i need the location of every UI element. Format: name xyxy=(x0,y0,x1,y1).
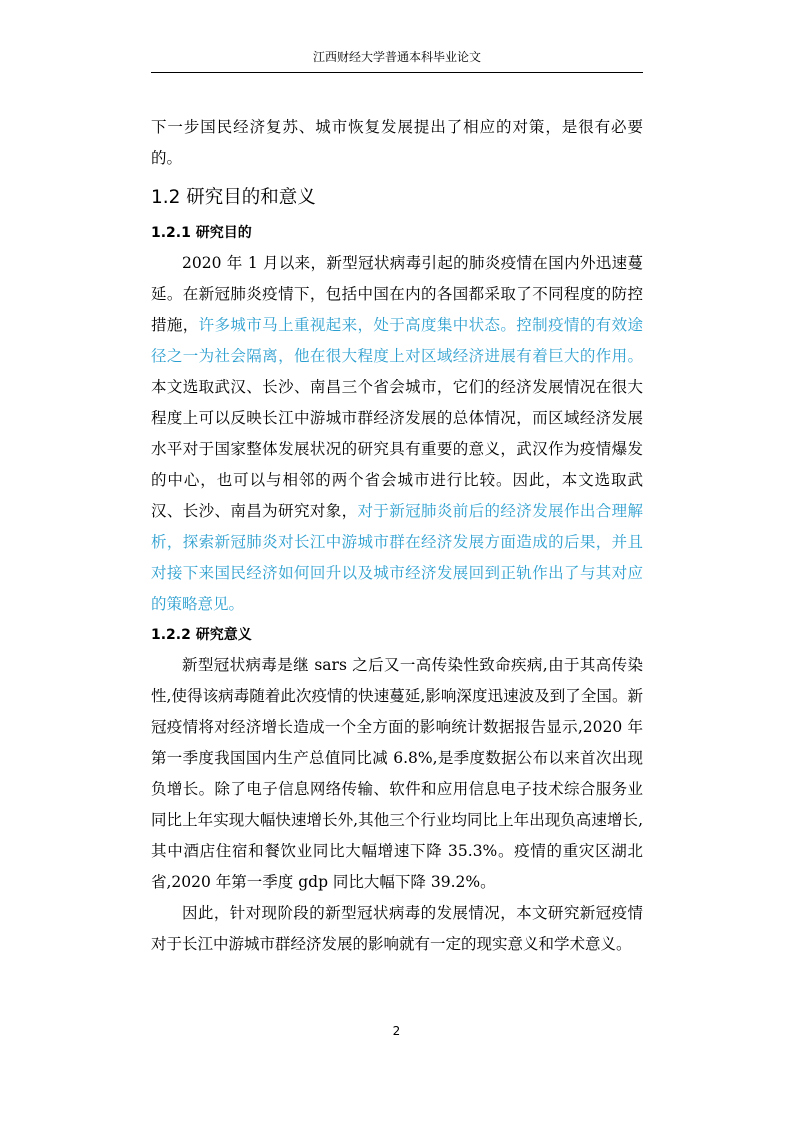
continuation-paragraph: 下一步国民经济复苏、城市恢复发展提出了相应的对策，是很有必要的。 xyxy=(151,118,643,167)
subsection-heading-purpose: 1.2.1 研究目的 xyxy=(151,225,252,241)
purpose-paragraph xyxy=(151,248,643,620)
purpose-text-b: 本文选取武汉、长沙、南昌三个省会城市，它们的经济发展情况在很大程度上可以反映长江中游城市群经济发展的总体情况，而区域经济发展水平对于国家整体发展状况的研究具有重要的意义，武汉作为疫情爆发的中心，也可以与相邻的两个省会城市进行比较。因此，本文选取武汉、长沙、南昌为研究对象， xyxy=(151,378,643,520)
purpose-highlight-1: 许多城市马上重视起来，处于高度集中状态。控制疫情的有效途径之一为社会隔离，他在很大程度上对区域经济进展有着巨大的作用。 xyxy=(151,316,643,365)
significance-paragraph-2: 因此，针对现阶段的新型冠状病毒的发展情况，本文研究新冠疫情对于长江中游城市群经济发展的影响就有一定的现实意义和学术意义。 xyxy=(151,904,643,953)
purpose-highlight-2: 对于新冠肺炎前后的经济发展作出合理解析，探索新冠肺炎对长江中游城市群在经济发展方面造成的后果，并且对接下来国民经济如何回升以及城市经济发展回到正轨作出了与其对应的策略意见。 xyxy=(151,502,643,613)
page-number: 2 xyxy=(392,1024,401,1038)
page-body xyxy=(151,112,643,960)
section-heading: 1.2 研究目的和意义 xyxy=(151,187,316,208)
subsection-heading-significance: 1.2.2 研究意义 xyxy=(151,627,252,643)
page-header: 江西财经大学普通本科毕业论文 xyxy=(312,50,481,64)
significance-paragraph-1: 新型冠状病毒是继 sars 之后又一高传染性致命疾病,由于其高传染性,使得该病毒随着此次疫情的快速蔓延,影响深度迅速波及到了全国。新冠疫情将对经济增长造成一个全方面的影响统计数据报告显示,2020 年第一季度我国国内生产总值同比减 6.8%,是季度数据公布以来首次出现负增长。除了电子信息网络传输、软件和应用信息电子技术综合服务业同比上年实现大幅快速增长外,其他三个行业均同比上年出现负高速增长,其中酒店住宿和餐饮业同比大幅增速下降 35.3%。疫情的重灾区湖北省,2020 年第一季度 gdp 同比大幅下降 39.2%。 xyxy=(151,656,643,891)
purpose-text-a: 2020 年 1 月以来，新型冠状病毒引起的肺炎疫情在国内外迅速蔓延。在新冠肺炎疫情下，包括中国在内的各国都采取了不同程度的防控措施， xyxy=(151,254,643,334)
header-rule xyxy=(151,72,643,73)
